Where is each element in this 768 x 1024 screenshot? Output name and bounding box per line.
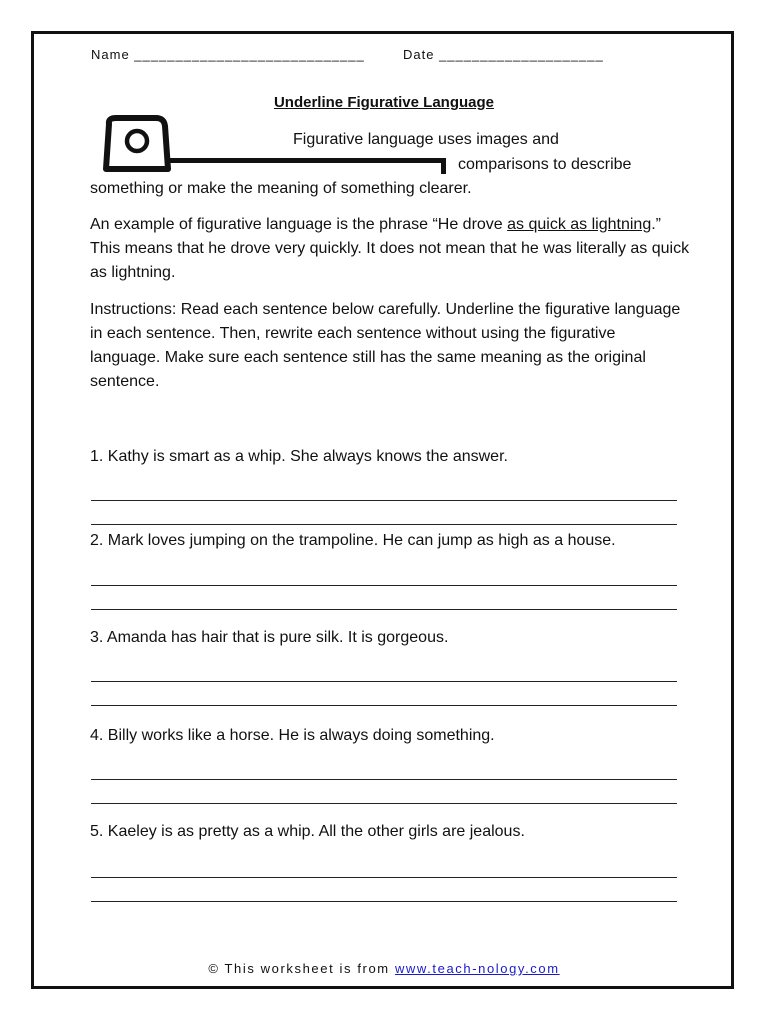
- intro-line-1: Figurative language uses images and: [293, 131, 559, 148]
- answer-line[interactable]: [91, 803, 677, 804]
- question-2: 2. Mark loves jumping on the trampoline. He can jump as high as a house.: [90, 532, 616, 549]
- answer-line[interactable]: [91, 877, 677, 878]
- footer-link[interactable]: www.teach-nology.com: [394, 961, 560, 976]
- answer-line[interactable]: [91, 705, 677, 706]
- answer-line[interactable]: [91, 500, 677, 501]
- example-text-before: An example of figurative language is the phrase “He drove: [90, 216, 508, 233]
- intro-line-2: comparisons to describe: [458, 156, 632, 173]
- example-underlined-phrase: as quick as lightning: [507, 216, 652, 233]
- question-4: 4. Billy works like a horse. He is always doing something.: [90, 727, 495, 744]
- answer-line[interactable]: [91, 681, 677, 682]
- example-text-after: .” This means that he drove very quickly. It does not mean that he was literally as quick as lightning.: [90, 216, 690, 281]
- footer-text: © This worksheet is from: [208, 961, 395, 976]
- page-title: Underline Figurative Language: [273, 94, 495, 111]
- date-field-label: Date ____________________: [403, 47, 604, 62]
- answer-line[interactable]: [91, 585, 677, 586]
- question-5: 5. Kaeley is as pretty as a whip. All the other girls are jealous.: [90, 823, 525, 840]
- name-field-label: Name ____________________________: [91, 47, 365, 62]
- answer-line[interactable]: [91, 901, 677, 902]
- example-paragraph: [90, 213, 690, 285]
- answer-line[interactable]: [91, 609, 677, 610]
- question-1: 1. Kathy is smart as a whip. She always knows the answer.: [90, 448, 508, 465]
- question-3: 3. Amanda has hair that is pure silk. It is gorgeous.: [90, 629, 449, 646]
- answer-line[interactable]: [91, 779, 677, 780]
- answer-line[interactable]: [91, 524, 677, 525]
- instructions-paragraph: Instructions: Read each sentence below carefully. Underline the figurative language in each sentence. Then, rewrite each sentence without using the figurative language. Make sure each sentence still has the same meaning as the original sentence.: [90, 301, 681, 390]
- footer: [0, 961, 768, 976]
- intro-line-3: something or make the meaning of something clearer.: [90, 180, 472, 197]
